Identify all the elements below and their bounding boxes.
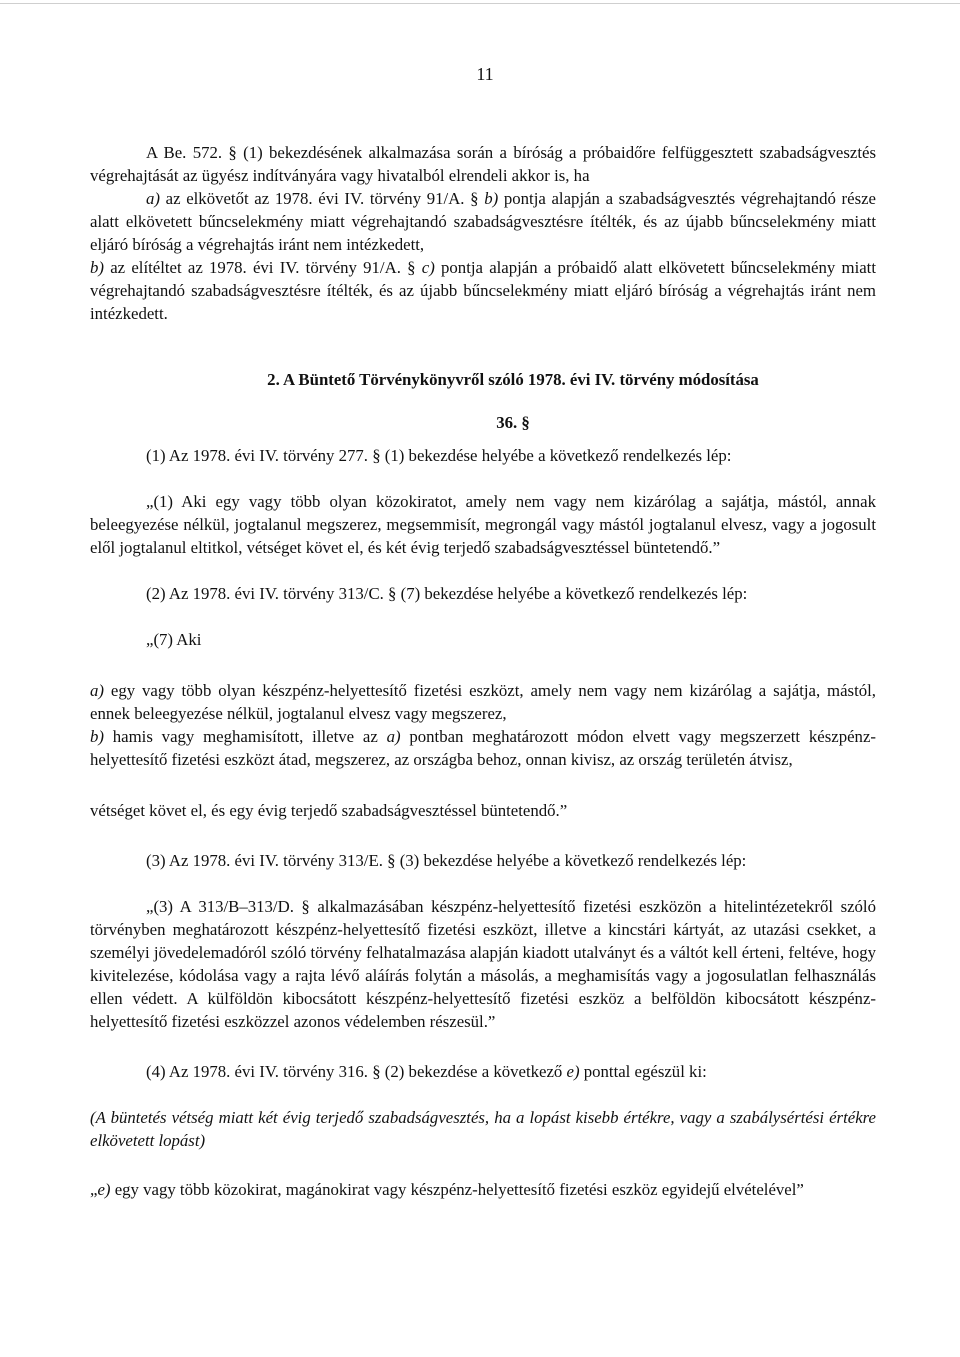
- point-text: pontban meghatározott módon elvett vagy megszerzett készpénz-helyettesítő fizetési eszközt átad, megszerez, az országba behoz, onnan kivisz, az ország területén átvisz,: [90, 727, 876, 769]
- point-label: a): [146, 189, 160, 208]
- point-text: az elítéltet az 1978. évi IV. törvény 91/A. §: [103, 258, 422, 277]
- point-text: az elkövetőt az 1978. évi IV. törvény 91/A. §: [159, 189, 485, 208]
- point-ref: c): [421, 258, 435, 277]
- point-label: b): [90, 727, 104, 746]
- point-label: a): [90, 681, 104, 700]
- intro-text: ponttal egészül ki:: [579, 1062, 707, 1081]
- point-ref: a): [386, 727, 401, 746]
- point-ref: e): [566, 1062, 580, 1081]
- paragraph-2-point-a: [90, 679, 876, 725]
- point-text: pontja alapján a szabadságvesztés végrehajtandó része alatt elkövetett bűncselekmény miatt végrehajtandó szabadságvesztésre ítélték, és az újabb bűncselekmény miatt eljáró bíróság a végrehajtás iránt nem intézkedett,: [90, 189, 876, 254]
- paragraph-3-quote: „(3) A 313/B–313/D. § alkalmazásában készpénz-helyettesítő fizetési eszközön a hitelintézetekről szóló törvényben meghatározott készpénz-helyettesítő fizetési eszközt, illetve a kincstári kártyát, az utazási csekket, a személyi jövedelemadóról szóló törvény felhatalmazása alapján kiadott utalványt és a váltót kell érteni, feltéve, hogy kivitelezése, kódolása vagy a rajta lévő aláírás folytán a másolás, a meghamisítás vagy a jogosulatlan felhasználás ellen védett. A külföldön kibocsátott készpénz-helyettesítő fizetési eszköz a belföldön kibocsátott készpénz-helyettesítő fizetési eszközzel azonos védelemben részesül.”: [90, 897, 876, 1031]
- paragraph-4-context: (A büntetés vétség miatt két évig terjedő szabadságvesztés, ha a lopást kisebb értékre, vagy a szabálysértési értékre elkövetett lopást): [90, 1108, 876, 1150]
- section-number: 36. §: [496, 413, 530, 432]
- page-number: 11: [476, 64, 494, 84]
- document-body: [90, 141, 876, 1201]
- paragraph-1-quote: „(1) Aki egy vagy több olyan közokiratot, amely nem vagy nem kizárólag a sajátja, mástól, annak beleegyezése nélkül, jogtalanul megszerez, megsemmisít, megrongál vagy mástól jogtalanul elvesz, vagy a jogosult elől jogtalanul eltitkol, vétséget követ el, és két évig terjedő szabadságvesztéssel büntetendő.”: [90, 492, 876, 557]
- intro-point-a: [90, 187, 876, 256]
- quote-mark: „: [90, 1180, 98, 1199]
- paragraph-4-intro: [90, 1060, 876, 1083]
- intro-paragraph: A Be. 572. § (1) bekezdésének alkalmazása során a bíróság a próbaidőre felfüggesztett szabadságvesztés végrehajtását az ügyész indítványára vagy hivatalból elrendeli akkor is, ha: [90, 143, 876, 185]
- point-text: egy vagy több közokirat, magánokirat vagy készpénz-helyettesítő fizetési eszköz egyidejű elvételével”: [110, 1180, 804, 1199]
- point-text: hamis vagy meghamisított, illetve az: [103, 727, 387, 746]
- intro-text: (4) Az 1978. évi IV. törvény 316. § (2) bekezdése a következő: [146, 1062, 567, 1081]
- section-heading: 2. A Büntető Törvénykönyvről szóló 1978. évi IV. törvény módosítása: [267, 370, 759, 389]
- paragraph-2-closing: vétséget követ el, és egy évig terjedő szabadságvesztéssel büntetendő.”: [90, 801, 568, 820]
- paragraph-1-intro: (1) Az 1978. évi IV. törvény 277. § (1) bekezdése helyébe a következő rendelkezés lép:: [146, 446, 732, 465]
- paragraph-2-quote-open: „(7) Aki: [146, 630, 202, 649]
- top-border-line: [0, 3, 960, 4]
- paragraph-2-point-b: [90, 725, 876, 771]
- point-text: pontja alapján a próbaidő alatt elkövetett bűncselekmény miatt végrehajtandó szabadságvesztésre ítélték, és az újabb bűncselekmény miatt eljáró bíróság a végrehajtás iránt nem intézkedett.: [90, 258, 876, 323]
- point-ref: b): [484, 189, 499, 208]
- point-label: e): [97, 1180, 111, 1199]
- paragraph-4-quote: [90, 1178, 876, 1201]
- point-text: egy vagy több olyan készpénz-helyettesítő fizetési eszközt, amely nem vagy nem kizárólag a sajátja, mástól, ennek beleegyezése nélkül, jogtalanul elvesz vagy megszerez,: [90, 681, 876, 723]
- paragraph-2-intro: (2) Az 1978. évi IV. törvény 313/C. § (7) bekezdése helyébe a következő rendelkezés lép:: [146, 584, 748, 603]
- intro-point-b: [90, 256, 876, 325]
- point-label: b): [90, 258, 104, 277]
- paragraph-3-intro: (3) Az 1978. évi IV. törvény 313/E. § (3) bekezdése helyébe a következő rendelkezés lép:: [146, 851, 747, 870]
